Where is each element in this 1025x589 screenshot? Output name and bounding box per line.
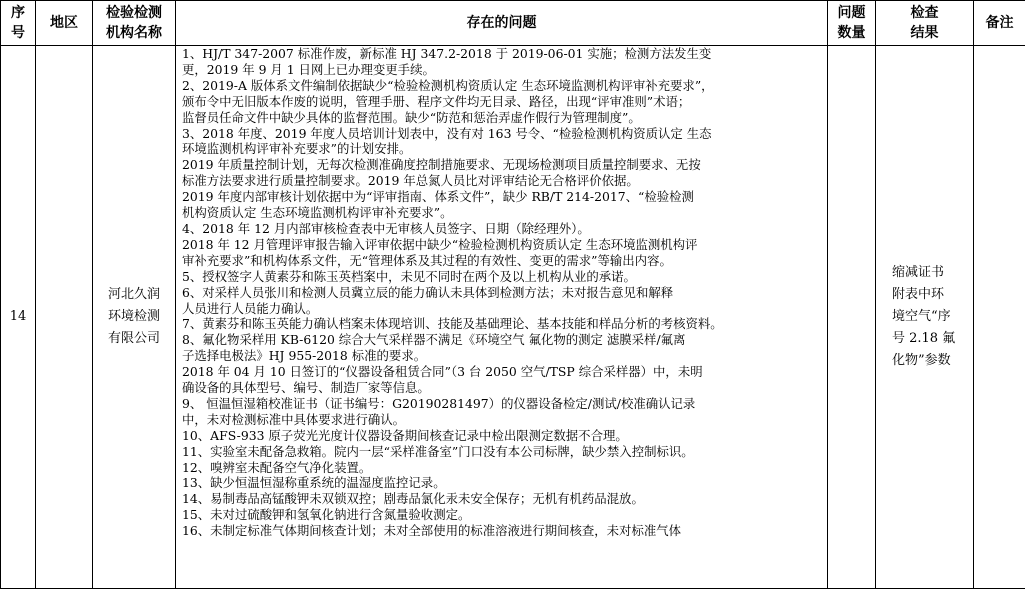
issues-list bbox=[182, 46, 823, 539]
issue-line: 环境监测机构评审补充要求”的计划安排。 bbox=[182, 141, 823, 157]
issue-line: 2018 年 12 月管理评审报告输入评审依据中缺少“检验检测机构资质认定 生态环境监测机构评 bbox=[182, 237, 823, 253]
issue-line: 16、未制定标准气体期间核查计划；未对全部使用的标准溶液进行期间核查，未对标准气体 bbox=[182, 523, 823, 539]
header-seq: 序 号 bbox=[1, 1, 36, 46]
issue-line: 机构资质认定 生态环境监测机构评审补充要求”。 bbox=[182, 205, 823, 221]
issue-line: 6、对采样人员张川和检测人员冀立辰的能力确认未具体到检测方法；未对报告意见和解释 bbox=[182, 285, 823, 301]
cell-remark bbox=[974, 46, 1025, 589]
header-agency: 检验检测 机构名称 bbox=[93, 1, 176, 46]
cell-seq: 14 bbox=[1, 46, 36, 589]
header-result: 检查 结果 bbox=[876, 1, 974, 46]
cell-count bbox=[828, 46, 876, 589]
issue-line: 14、易制毒品高锰酸钾未双锁双控；剧毒品氯化汞未安全保存；无机有机药品混放。 bbox=[182, 491, 823, 507]
issue-line: 7、黄素芬和陈玉英能力确认档案未体现培训、技能及基础理论、基本技能和样品分析的考核资料。 bbox=[182, 316, 823, 332]
issue-line: 13、缺少恒温恒湿称重系统的温湿度监控记录。 bbox=[182, 475, 823, 491]
issue-line: 审补充要求”和机构体系文件，无“管理体系及其过程的有效性、变更的需求”等输出内容。 bbox=[182, 253, 823, 269]
issue-line: 2019 年度内部审核计划依据中为“评审指南、体系文件”，缺少 RB/T 214-2017、“检验检测 bbox=[182, 189, 823, 205]
header-count: 问题 数量 bbox=[828, 1, 876, 46]
table-row bbox=[1, 46, 1025, 589]
issue-line: 5、授权签字人黄素芬和陈玉英档案中，未见不同时在两个及以上机构从业的承诺。 bbox=[182, 269, 823, 285]
issue-line: 1、HJ/T 347-2007 标准作废，新标准 HJ 347.2-2018 于 2019-06-01 实施；检测方法发生变 bbox=[182, 46, 823, 62]
issue-line: 颁布令中无旧版本作废的说明，管理手册、程序文件均无目录、路径，出现“评审准则”术语； bbox=[182, 94, 823, 110]
header-region: 地区 bbox=[36, 1, 93, 46]
issue-line: 3、2018 年度、2019 年度人员培训计划表中，没有对 163 号令、“检验检测机构资质认定 生态 bbox=[182, 126, 823, 142]
table-header-row bbox=[1, 1, 1025, 46]
issue-line: 10、AFS-933 原子荧光光度计仪器设备期间核查记录中检出限测定数据不合理。 bbox=[182, 428, 823, 444]
issue-line: 人员进行人员能力确认。 bbox=[182, 301, 823, 317]
issue-line: 中，未对检测标准中具体要求进行确认。 bbox=[182, 412, 823, 428]
cell-agency: 河北久润 环境检测 有限公司 bbox=[93, 46, 176, 589]
issue-line: 8、氟化物采样用 KB-6120 综合大气采样器不满足《环境空气 氟化物的测定 滤膜采样/氟离 bbox=[182, 332, 823, 348]
issue-line: 9、 恒温恒湿箱校准证书（证书编号：G20190281497）的仪器设备检定/测试/校准确认记录 bbox=[182, 396, 823, 412]
issue-line: 2、2019-A 版体系文件编制依据缺少“检验检测机构资质认定 生态环境监测机构评审补充要求”， bbox=[182, 78, 823, 94]
cell-issues bbox=[176, 46, 828, 589]
header-issues: 存在的问题 bbox=[176, 1, 828, 46]
issue-line: 2018 年 04 月 10 日签订的“仪器设备租赁合同”（3 台 2050 空气/TSP 综合采样器）中，未明 bbox=[182, 364, 823, 380]
cell-result: 缩减证书 附表中环 境空气“序 号 2.18 氟 化物”参数 bbox=[876, 46, 974, 589]
issue-line: 子选择电极法》HJ 955-2018 标准的要求。 bbox=[182, 348, 823, 364]
issue-line: 15、未对过硫酸钾和氢氧化钠进行含氮量验收测定。 bbox=[182, 507, 823, 523]
issue-line: 12、嗅辨室未配备空气净化装置。 bbox=[182, 460, 823, 476]
issue-line: 更，2019 年 9 月 1 日网上已办理变更手续。 bbox=[182, 62, 823, 78]
issue-line: 监督员任命文件中缺少具体的监督范围。缺少“防范和惩治弄虚作假行为管理制度”。 bbox=[182, 110, 823, 126]
issue-line: 11、实验室未配备急救箱。院内一层“采样准备室”门口没有本公司标牌，缺少禁入控制标识。 bbox=[182, 444, 823, 460]
cell-region bbox=[36, 46, 93, 589]
header-remark: 备注 bbox=[974, 1, 1025, 46]
issue-line: 2019 年质量控制计划，无每次检测准确度控制措施要求、无现场检测项目质量控制要求、无按 bbox=[182, 157, 823, 173]
issue-line: 确设备的具体型号、编号、制造厂家等信息。 bbox=[182, 380, 823, 396]
issue-line: 标准方法要求进行质量控制要求。2019 年总氮人员比对评审结论无合格评价依据。 bbox=[182, 173, 823, 189]
issue-line: 4、2018 年 12 月内部审核检查表中无审核人员签字、日期（除经理外）。 bbox=[182, 221, 823, 237]
